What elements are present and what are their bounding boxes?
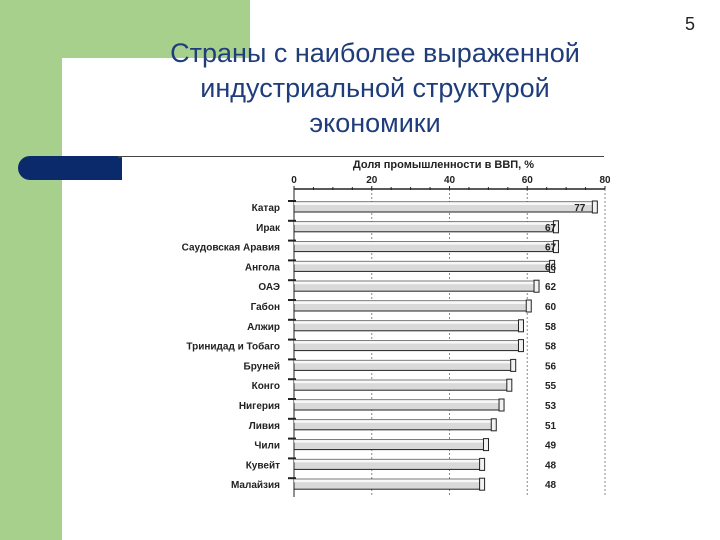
bar-value-label: 67: [545, 242, 557, 254]
category-label: Малайзия: [230, 480, 280, 492]
x-tick-label: 0: [291, 175, 297, 186]
bar-highlight: [294, 459, 481, 462]
x-tick-label: 60: [521, 175, 533, 186]
category-label: Чили: [254, 440, 280, 452]
bar-value-label: 62: [545, 282, 557, 294]
bar-value-label: 58: [545, 341, 557, 353]
category-label: Конго: [251, 381, 280, 393]
category-label: Бруней: [243, 361, 280, 373]
chart-panel: [122, 157, 610, 500]
bar-value-label: 49: [545, 440, 557, 452]
bar-value-label: 66: [545, 262, 557, 274]
bar-value-label: 55: [545, 381, 557, 393]
category-label: Нигерия: [238, 401, 280, 412]
bar-value-label: 56: [545, 361, 557, 373]
bar-highlight: [294, 380, 508, 383]
category-label: Алжир: [247, 321, 280, 333]
x-tick-label: 40: [443, 175, 456, 186]
category-label: ОАЭ: [258, 282, 280, 294]
category-label: Тринидад и Тобаго: [186, 341, 280, 353]
bar-end-cap: [491, 419, 496, 431]
bar-highlight: [294, 301, 527, 304]
bar-highlight: [294, 242, 554, 245]
bar-value-label: 53: [545, 401, 557, 412]
x-tick-label: 80: [599, 175, 610, 186]
bar-highlight: [294, 440, 484, 443]
bar-highlight: [294, 261, 551, 264]
title-line-3: экономики: [309, 108, 441, 138]
bar-highlight: [294, 400, 500, 403]
bar-value-label: 58: [545, 321, 557, 333]
bar-highlight: [294, 281, 535, 284]
category-label: Габон: [250, 302, 280, 313]
bar-chart: [122, 157, 610, 500]
bar-end-cap: [518, 340, 523, 352]
bar-end-cap: [526, 300, 531, 312]
title-line-1: Страны с наиболее выраженной: [170, 38, 580, 68]
bar-value-label: 51: [545, 420, 557, 432]
bar-end-cap: [499, 399, 504, 411]
bar-highlight: [294, 222, 554, 225]
bar-highlight: [294, 202, 593, 205]
bar-end-cap: [507, 379, 512, 391]
bar-end-cap: [480, 478, 485, 490]
bar-value-label: 67: [545, 222, 557, 234]
bar-end-cap: [511, 359, 516, 371]
decor-green-left: [0, 58, 62, 540]
bar-end-cap: [534, 280, 539, 292]
bar-highlight: [294, 341, 519, 344]
bar-highlight: [294, 321, 519, 324]
slide-number: 5: [684, 14, 695, 34]
bar-value-label: 48: [545, 460, 557, 472]
bar-end-cap: [592, 201, 597, 213]
chart-title: Доля промышленности в ВВП, %: [352, 159, 535, 171]
bar-end-cap: [483, 439, 488, 451]
decor-navy-bar: [18, 156, 123, 180]
title-line-2: индустриальной структурой: [200, 73, 550, 103]
category-label: Катар: [251, 203, 280, 214]
x-tick-label: 20: [366, 175, 378, 186]
bar-end-cap: [518, 320, 523, 332]
category-label: Саудовская Аравия: [181, 242, 280, 254]
slide-title: [95, 36, 655, 141]
bar-highlight: [294, 360, 512, 363]
bar-highlight: [294, 479, 481, 482]
bar-highlight: [294, 420, 492, 423]
category-label: Ирак: [256, 222, 280, 234]
category-label: Кувейт: [245, 460, 280, 472]
bar-value-label: 60: [545, 302, 557, 313]
bar-value-label: 77: [574, 203, 586, 214]
category-label: Ангола: [244, 262, 280, 274]
bar-value-label: 48: [545, 480, 557, 492]
bar-end-cap: [480, 458, 485, 470]
category-label: Ливия: [248, 420, 280, 432]
